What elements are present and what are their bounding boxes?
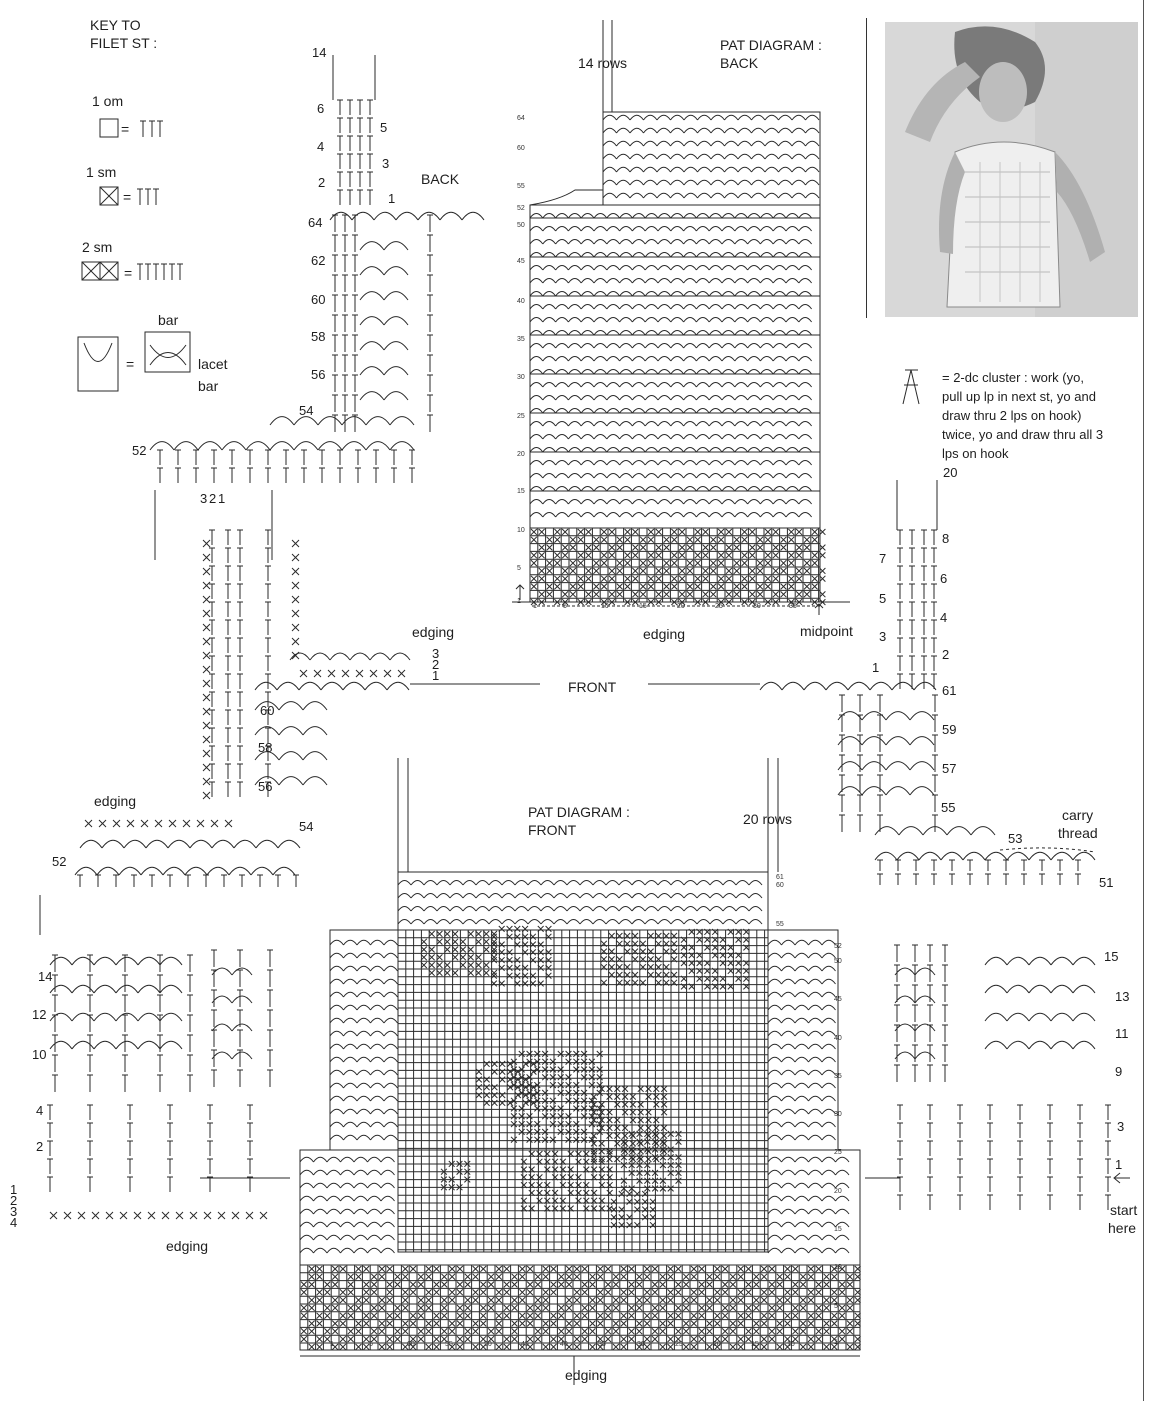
front-rows-label: 20 rows [743, 811, 793, 827]
front-left-row-3: 54 [299, 819, 314, 834]
front-row-label-7: 35 [834, 1073, 842, 1080]
lower-left-row-1: 12 [32, 1007, 47, 1022]
front-right-row-1: 8 [942, 531, 950, 546]
front-left-edging-left-label: edging [94, 793, 137, 809]
front-grid [300, 758, 861, 1385]
start-here-line2: here [1108, 1220, 1137, 1236]
front-left-row-1: 58 [258, 740, 273, 755]
key-lacet-equals: = [126, 356, 135, 372]
front-col-label-11: 5 [369, 1341, 373, 1348]
key-lacet: lacet [198, 356, 228, 372]
front-right-row-12: 55 [941, 800, 956, 815]
lower-left-edging-row-2: 3 [10, 1204, 18, 1219]
front-row-label-3: 52 [834, 943, 842, 950]
back-row-label-11: 15 [517, 488, 525, 495]
lower-right-row-5: 1 [1115, 1157, 1123, 1172]
lower-left-edging-row-1: 2 [10, 1193, 18, 1208]
front-right-row-6: 3 [879, 629, 887, 644]
front-left-edging-right-label: edging [412, 624, 455, 640]
front-right-row-14: 51 [1099, 875, 1114, 890]
front-row-label-6: 40 [834, 1035, 842, 1042]
key-sm-equals: = [123, 189, 132, 205]
back-col-label-7: 35 [789, 603, 797, 610]
back-detail-row-1: 6 [317, 101, 325, 116]
front-left-edging-row-0: 3 [432, 646, 440, 661]
lower-left-edging-row-0: 1 [10, 1182, 18, 1197]
front-row-label-9: 25 [834, 1149, 842, 1156]
key-title-line1: KEY TO [90, 17, 141, 33]
carry-thread-line2: thread [1058, 825, 1098, 841]
front-left-row-2: 56 [258, 779, 273, 794]
front-left-top-row-2: 1 [218, 491, 226, 506]
back-row-label-5: 45 [517, 258, 525, 265]
back-detail-row-10: 58 [311, 329, 326, 344]
key-bar-top: bar [158, 312, 179, 328]
front-left-top-row-1: 2 [209, 491, 217, 506]
model-photo [885, 22, 1138, 317]
lower-left-row-2: 10 [32, 1047, 47, 1062]
lower-left-detail-chart [40, 895, 290, 1219]
front-right-row-7: 2 [942, 647, 950, 662]
back-detail-row-7: 64 [308, 215, 323, 230]
back-row-label-14: 1 [517, 598, 521, 605]
cluster-note-line5: lps on hook [942, 446, 1009, 461]
lower-right-detail-chart [865, 945, 1130, 1210]
back-detail-label: BACK [421, 171, 460, 187]
front-col-label-8: 20 [713, 1341, 721, 1348]
back-row-label-1: 60 [517, 145, 525, 152]
back-row-label-4: 50 [517, 222, 525, 229]
front-left-top-row-0: 3 [200, 491, 208, 506]
front-col-label-1: 55 [445, 1341, 453, 1348]
front-diagram-title-line1: PAT DIAGRAM : [528, 804, 630, 820]
back-row-label-7: 35 [517, 336, 525, 343]
key-2sm-equals: = [124, 265, 133, 281]
front-right-row-2: 7 [879, 551, 887, 566]
back-detail-row-8: 62 [311, 253, 326, 268]
key-2sm-label: 2 sm [82, 239, 113, 255]
back-row-label-10: 20 [517, 451, 525, 458]
back-detail-row-11: 56 [311, 367, 326, 382]
front-row-label-4: 50 [834, 958, 842, 965]
back-detail-row-2: 5 [380, 120, 388, 135]
front-right-row-3: 6 [940, 571, 948, 586]
front-col-label-4: 40 [560, 1341, 568, 1348]
front-row-label-2: 55 [776, 921, 784, 928]
front-left-row-0: 60 [260, 703, 275, 718]
back-row-label-6: 40 [517, 298, 525, 305]
back-detail-chart [150, 55, 484, 560]
front-right-row-11: 57 [942, 761, 957, 776]
back-diagram-title-line1: PAT DIAGRAM : [720, 37, 822, 53]
front-right-row-9: 61 [942, 683, 957, 698]
lower-left-row-0: 14 [38, 969, 53, 984]
front-right-row-0: 20 [943, 465, 958, 480]
back-edging-label: edging [643, 626, 686, 642]
back-row-label-12: 10 [517, 527, 525, 534]
photo-divider [866, 18, 867, 318]
start-here-line1: start [1110, 1202, 1138, 1218]
key-om-equals: = [121, 121, 130, 137]
back-col-label-3: 15 [639, 603, 647, 610]
front-right-row-13: 53 [1008, 831, 1023, 846]
key-bar-bottom: bar [198, 378, 219, 394]
back-row-label-2: 55 [517, 183, 525, 190]
key-sm-label: 1 sm [86, 164, 117, 180]
front-col-label-2: 50 [484, 1341, 492, 1348]
front-right-detail-chart [760, 480, 1095, 885]
back-detail-row-6: 1 [388, 191, 396, 206]
carry-thread-line1: carry [1062, 807, 1094, 823]
front-right-row-5: 4 [940, 610, 948, 625]
front-edging-label: edging [565, 1367, 608, 1383]
lower-right-row-4: 3 [1117, 1119, 1125, 1134]
back-detail-row-3: 4 [317, 139, 325, 154]
front-col-label-0: 60 [407, 1341, 415, 1348]
front-left-edging-row-2: 1 [432, 668, 440, 683]
back-detail-row-12: 54 [299, 403, 314, 418]
back-col-label-5: 25 [715, 603, 723, 610]
front-right-row-10: 59 [942, 722, 957, 737]
front-row-label-10: 20 [834, 1188, 842, 1195]
back-col-label-6: 30 [753, 603, 761, 610]
back-diagram-title-line2: BACK [720, 55, 759, 71]
front-row-label-5: 45 [834, 996, 842, 1003]
lower-left-edging-label: edging [166, 1238, 209, 1254]
front-left-row-4: 52 [52, 854, 67, 869]
cluster-symbol [903, 370, 919, 404]
front-label: FRONT [568, 679, 617, 695]
lower-left-edging-row-3: 4 [10, 1215, 18, 1230]
front-right-row-8: 1 [872, 660, 880, 675]
front-col-label-12: 1 [330, 1341, 334, 1348]
lower-right-row-1: 13 [1115, 989, 1130, 1004]
lower-right-row-2: 11 [1115, 1026, 1129, 1041]
back-col-label-0: 1 [533, 603, 537, 610]
key-om-label: 1 om [92, 93, 124, 109]
front-col-label-10: 10 [787, 1341, 795, 1348]
front-left-edging-row-1: 2 [432, 657, 440, 672]
front-row-label-11: 15 [834, 1226, 842, 1233]
front-col-label-6: 30 [637, 1341, 645, 1348]
back-detail-row-0: 14 [312, 45, 327, 60]
back-row-label-9: 25 [517, 413, 525, 420]
lower-right-row-3: 9 [1115, 1064, 1123, 1079]
back-rows-label: 14 rows [578, 55, 628, 71]
front-left-detail-chart [75, 530, 760, 887]
back-row-label-13: 5 [517, 565, 521, 572]
cluster-note-line3: draw thru 2 lps on hook) [942, 408, 1082, 423]
model-photo-illustration [885, 22, 1138, 317]
lower-left-row-4: 2 [36, 1139, 44, 1154]
back-row-label-3: 52 [517, 205, 525, 212]
front-col-label-9: 15 [751, 1341, 759, 1348]
page-edge-line [1143, 0, 1144, 1401]
front-diagram-title-line2: FRONT [528, 822, 577, 838]
cluster-note-line2: pull up lp in next st, yo and [942, 389, 1096, 404]
back-grid [512, 20, 850, 615]
back-row-label-0: 64 [517, 115, 525, 122]
front-row-label-1: 60 [776, 882, 784, 889]
front-col-label-5: 35 [598, 1341, 606, 1348]
back-col-label-1: 5 [563, 603, 567, 610]
back-midpoint-label: midpoint [800, 623, 853, 639]
front-row-label-14: 1 [834, 1339, 838, 1346]
key-title-line2: FILET ST : [90, 35, 158, 51]
front-row-label-13: 5 [834, 1303, 838, 1310]
back-detail-row-4: 3 [382, 156, 390, 171]
cluster-note-line4: twice, yo and draw thru all 3 [942, 427, 1104, 442]
front-right-row-4: 5 [879, 591, 887, 606]
lower-left-row-3: 4 [36, 1103, 44, 1118]
front-col-label-7: 25 [675, 1341, 683, 1348]
cluster-note-line1: = 2-dc cluster : work (yo, [942, 370, 1084, 385]
back-detail-row-9: 60 [311, 292, 326, 307]
front-row-label-0: 61 [776, 874, 784, 881]
front-col-label-3: 45 [521, 1341, 529, 1348]
back-detail-row-5: 2 [318, 175, 326, 190]
front-row-label-8: 30 [834, 1111, 842, 1118]
back-detail-row-13: 52 [132, 443, 147, 458]
back-row-label-8: 30 [517, 374, 525, 381]
front-row-label-12: 10 [834, 1264, 842, 1271]
back-col-label-2: 10 [601, 603, 609, 610]
back-col-label-4: 20 [677, 603, 685, 610]
lower-right-row-0: 15 [1104, 949, 1119, 964]
